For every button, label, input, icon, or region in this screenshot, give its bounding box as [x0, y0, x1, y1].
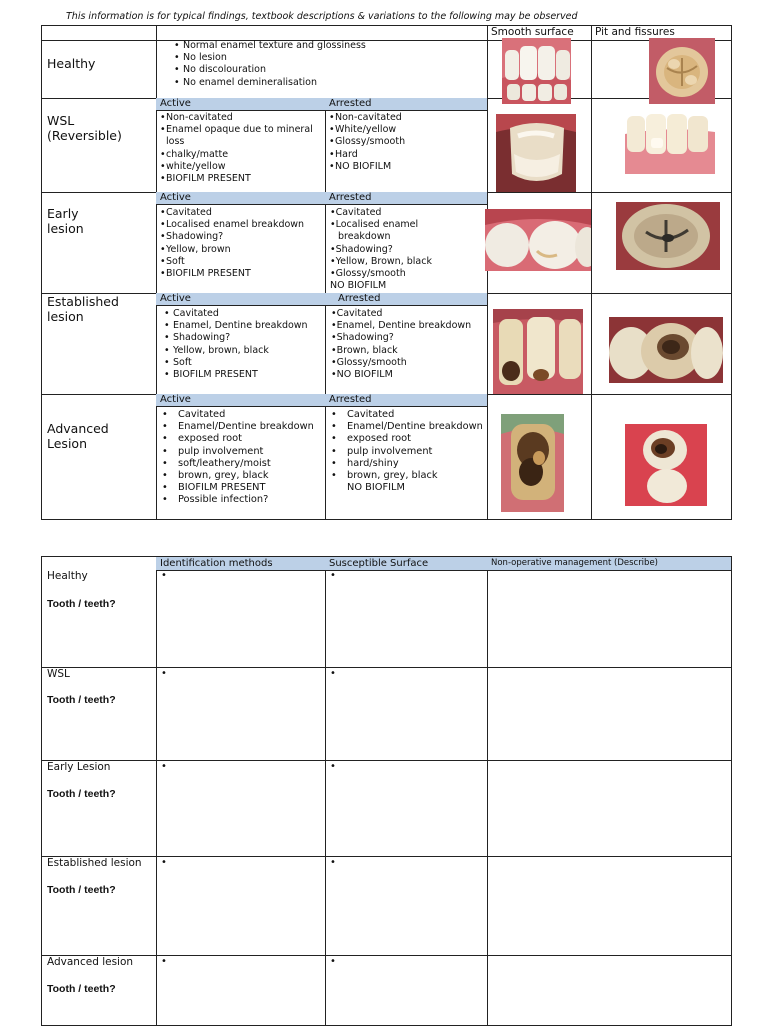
photo-healthy-pit: [649, 38, 715, 104]
bullet: •: [330, 956, 336, 967]
bullet: •: [161, 668, 167, 679]
tooth-prompt: Tooth / teeth?: [47, 788, 116, 800]
photo-established-pit: [609, 317, 723, 383]
list-item: • Possible infection?: [160, 494, 322, 506]
advanced-arrested-list: [329, 409, 484, 494]
stage-label-line: Early: [47, 206, 79, 221]
list-item: • Localised enamel breakdown: [160, 219, 320, 231]
list-item: • pulp involvement: [160, 446, 322, 458]
stage-label-line: Lesion: [47, 436, 87, 451]
stage-label-wsl: [47, 113, 122, 143]
photo-healthy-smooth: [502, 38, 571, 104]
row-label-early-lesion: Early Lesion: [47, 761, 111, 773]
list-item: • brown, grey, black: [160, 470, 322, 482]
col-header-susceptible-surface: Susceptible Surface: [325, 557, 487, 571]
stage-label-line: (Reversible): [47, 128, 122, 143]
stage-label-line: Established: [47, 294, 119, 309]
list-item: •Glossy/smooth: [330, 268, 406, 280]
stage-label-line: Advanced: [47, 421, 109, 436]
list-item: • Enamel, Dentine breakdown: [162, 320, 322, 332]
list-item: •Brown, black: [331, 344, 398, 356]
list-item: •Enamel, Dentine breakdown: [331, 320, 472, 332]
list-item: • Yellow, brown: [160, 244, 320, 256]
list-item: • BIOFILM PRESENT: [160, 268, 320, 280]
photo-wsl-pit: [625, 112, 715, 174]
list-item: NO BIOFILM: [347, 482, 405, 494]
bullet: •: [330, 570, 336, 581]
list-item: • BIOFILM PRESENT: [160, 482, 322, 494]
list-item: •Cavitated: [331, 308, 383, 319]
col-header-pit-fissures: Pit and fissures: [595, 26, 675, 38]
bullet: •: [330, 761, 336, 772]
established-arrested-list: [331, 308, 486, 381]
list-item: • BIOFILM PRESENT: [162, 369, 322, 381]
tooth-prompt: Tooth / teeth?: [47, 983, 116, 995]
list-item: • pulp involvement: [329, 446, 484, 458]
list-item: • BIOFILM PRESENT: [160, 173, 320, 185]
list-item: • No lesion: [172, 52, 482, 64]
early-active-list: [160, 207, 320, 280]
list-item: •NO BIOFILM: [331, 369, 393, 381]
bullet: •: [161, 570, 167, 581]
management-worksheet-table: [41, 556, 732, 1026]
list-item: • Enamel opaque due to mineral loss: [160, 124, 320, 148]
advanced-active-list: [160, 409, 322, 507]
list-item: • white/yellow: [160, 161, 320, 173]
col-header-identification: Identification methods: [156, 557, 325, 571]
early-arrested-header: Arrested: [325, 192, 487, 205]
established-active-list: [162, 308, 322, 381]
list-item: • NO BIOFILM: [329, 161, 484, 173]
list-item: • No enamel demineralisation: [172, 77, 482, 89]
bullet: •: [161, 956, 167, 967]
list-item: • Non-cavitated: [329, 112, 484, 124]
list-item: •Yellow, Brown, black: [330, 255, 432, 267]
tooth-prompt: Tooth / teeth?: [47, 598, 116, 610]
bullet: •: [161, 857, 167, 868]
photo-established-smooth: [493, 309, 583, 394]
list-item: • Hard: [329, 149, 484, 161]
list-item: • Enamel/Dentine breakdown: [329, 421, 484, 433]
stage-label-early: [47, 206, 84, 236]
list-item: • Glossy/smooth: [329, 136, 484, 148]
list-item: •Glossy/smooth: [331, 356, 407, 368]
caries-findings-table: [41, 25, 732, 520]
established-arrested-header: Arrested: [325, 293, 487, 306]
bullet: •: [330, 668, 336, 679]
row-label-healthy: Healthy: [47, 570, 88, 582]
list-item: • Enamel/Dentine breakdown: [160, 421, 322, 433]
stage-label-healthy: Healthy: [47, 56, 96, 71]
list-item: • Soft: [162, 357, 322, 369]
photo-early-smooth: [485, 209, 591, 271]
list-item: breakdown: [338, 231, 391, 243]
list-item: • brown, grey, black: [329, 470, 484, 482]
list-item: •Shadowing?: [331, 332, 394, 344]
list-item: •Shadowing?: [330, 243, 393, 255]
stage-label-advanced: [47, 421, 109, 451]
list-item: • No discolouration: [172, 64, 482, 76]
list-item: • soft/leathery/moist: [160, 458, 322, 470]
stage-label-line: lesion: [47, 309, 84, 324]
list-item: • exposed root: [160, 433, 322, 445]
list-item: •Localised enamel: [330, 219, 419, 231]
list-item: • chalky/matte: [160, 149, 320, 161]
list-item: • Shadowing?: [162, 332, 322, 344]
early-active-header: Active: [156, 192, 325, 205]
photo-advanced-pit: [625, 424, 707, 506]
photo-advanced-smooth: [501, 414, 564, 512]
list-item: •Cavitated: [330, 207, 382, 218]
list-item: NO BIOFILM: [330, 280, 387, 292]
photo-wsl-smooth: [496, 114, 576, 192]
wsl-arrested-list: [329, 112, 484, 173]
list-item: • Cavitated: [160, 409, 322, 421]
wsl-active-list: [160, 112, 320, 185]
list-item: • Non-cavitated: [160, 112, 320, 124]
row-label-advanced-lesion: Advanced lesion: [47, 956, 134, 968]
list-item: • hard/shiny: [329, 458, 484, 470]
wsl-active-header: Active: [156, 98, 325, 111]
col-header-smooth-surface: Smooth surface: [491, 26, 574, 38]
col-header-management: Non-operative management (Describe): [487, 557, 731, 571]
tooth-prompt: Tooth / teeth?: [47, 884, 116, 896]
row-label-wsl: WSL: [47, 668, 70, 680]
list-item: • White/yellow: [329, 124, 484, 136]
advanced-arrested-header: Arrested: [325, 394, 487, 407]
list-item: • Yellow, brown, black: [162, 345, 322, 357]
wsl-arrested-header: Arrested: [325, 98, 487, 111]
list-item: • Shadowing?: [160, 231, 320, 243]
established-active-header: Active: [156, 293, 325, 306]
list-item: • Cavitated: [162, 308, 322, 320]
list-item: • Cavitated: [329, 409, 484, 421]
list-item: • Soft: [160, 256, 320, 268]
healthy-findings-list: [172, 40, 482, 89]
bullet: •: [161, 761, 167, 772]
bullet: •: [330, 857, 336, 868]
tooth-prompt: Tooth / teeth?: [47, 694, 116, 706]
early-arrested-list: [330, 207, 485, 292]
list-item: • exposed root: [329, 433, 484, 445]
disclaimer-note: This information is for typical findings, textbook descriptions & variations to the following may be observed: [66, 11, 578, 22]
stage-label-line: WSL: [47, 113, 75, 128]
photo-early-pit: [616, 202, 720, 270]
list-item: • Normal enamel texture and glossiness: [172, 40, 482, 52]
stage-label-line: lesion: [47, 221, 84, 236]
list-item: • Cavitated: [160, 207, 320, 219]
stage-label-established: [47, 294, 119, 324]
row-label-established-lesion: Established lesion: [47, 857, 142, 869]
advanced-active-header: Active: [156, 394, 325, 407]
